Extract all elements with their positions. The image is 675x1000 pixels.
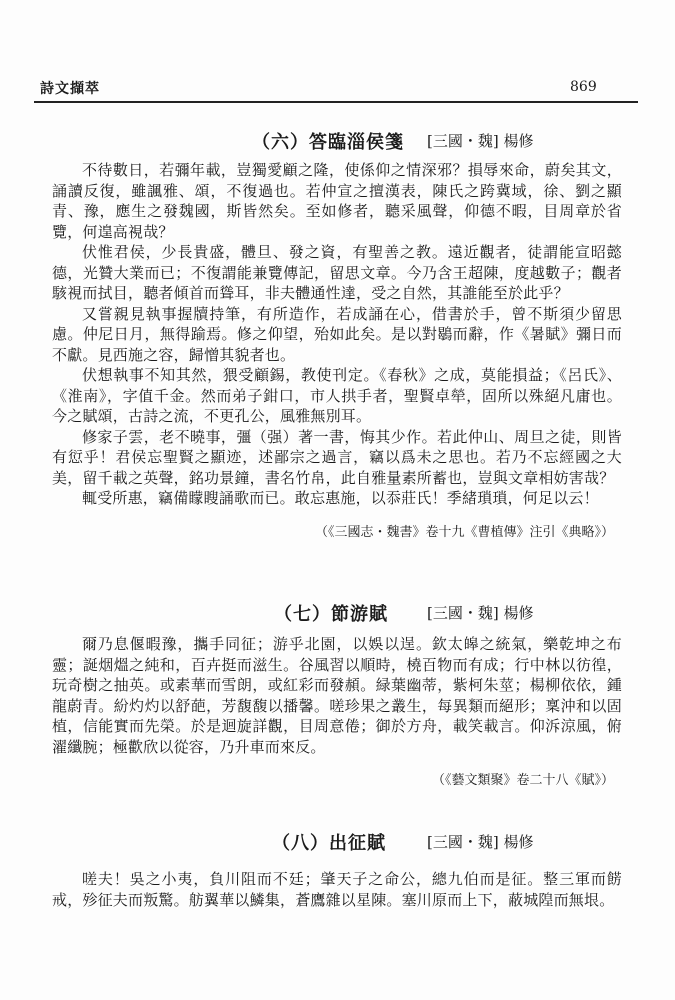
source-citation: （《三國志・魏書》卷十九《曹植傳》注引《典略》） (314, 524, 614, 540)
source-citation: （《藝文類聚》卷二十八《賦》） (431, 773, 614, 788)
section-8 (52, 829, 622, 910)
section-author: [三國・魏] 楊修 (427, 833, 534, 851)
running-head-title: 詩文擷萃 (40, 81, 100, 97)
section-author: [三國・魏] 楊修 (427, 132, 534, 150)
paragraph: 又嘗親見執事握牘持筆，有所造作，若成誦在心，借書於手，曾不斯須少留思慮。仲尼日月，無得踰焉。修之仰望，殆如此矣。是以對鶡而辭，作《暑賦》彌日而不獻。見西施之容，歸憎其貌者也。 (52, 304, 622, 364)
paragraph: 修家子雲，老不曉事，彊（强）著一書，悔其少作。若此仲山、周旦之徒，則皆有愆乎！君侯忘聖賢之顯迹，述鄙宗之過言，竊以爲未之思也。若乃不忘經國之大美，留千載之英聲，銘功景鐘，書名竹帛，此自雅量素所蓄也，豈與文章相妨害哉？ (52, 427, 622, 487)
paragraph: 不待數日，若彌年載，豈獨愛顧之隆，使係仰之情深邪？損辱來命，蔚矣其文，誦讀反復，雖諷雅、頌，不復過也。若仲宣之擅漢表，陳氏之跨冀域，徐、劉之顯青、豫，應生之發魏國，斯皆然矣。至如修者，聽采風聲，仰德不暇，目周章於省覽，何遑高視哉？ (52, 161, 622, 241)
section-author: [三國・魏] 楊修 (427, 604, 534, 622)
paragraph: 輒受所惠，竊備矇瞍誦歌而已。敢忘惠施，以忝莊氏！季緒瑣瑣，何足以云！ (82, 489, 599, 507)
section-heading (52, 829, 622, 855)
paragraph: 伏惟君侯，少長貴盛，體旦、發之資，有聖善之教。遠近觀者，徒謂能宣昭懿德，光贊大業而已；不復謂能兼覽傳記，留思文章。今乃含王超陳，度越數子；觀者駭視而拭目，聽者傾首而聳耳，非夫體通性達，受之自然，其誰能至於此乎？ (52, 243, 622, 302)
header-rule (34, 101, 638, 103)
section-title: （七）節游賦 (274, 604, 388, 625)
paragraph: 爾乃息偃暇豫，攜手同征；游乎北園，以娛以逞。欽太皞之統氣，樂乾坤之布靈；誕烟熅之純和，百卉挺而滋生。谷風習以順時，橈百物而有成；行中林以彷徨，玩奇樹之抽英。或素華而雪朗，或紅彩而發頳。緑葉幽蒂，紫柯朱莖；楊柳依依，鍾龍蔚青。紛灼灼以舒葩，芳馥馥以播馨。嗟珍果之叢生，每異類而絕形；稟沖和以固植，信能實而先榮。於是迴旋詳觀，目周意倦；御於方舟，載笑載言。仰泝涼風，俯濯纖腕；極歡欣以從容，乃升車而來反。 (52, 635, 622, 756)
paragraph: 嗟夫！吳之小夷，負川阻而不廷；肇天子之命公，總九伯而是征。整三軍而餝戒，殄征夫而叛驚。舫翼華以鱗集，蒼鷹雜以星陳。塞川原而上下，蔽城隍而無垠。 (52, 870, 622, 909)
section-title: （八）出征賦 (272, 833, 386, 854)
section-title: （六）答臨淄侯箋 (252, 132, 404, 153)
section-heading (52, 128, 622, 154)
page-number: 869 (570, 79, 597, 95)
section-6 (52, 128, 622, 540)
section-heading (52, 600, 622, 626)
section-7 (52, 600, 622, 788)
paragraph: 伏想執事不知其然，猥受顧錫，教使刊定。《春秋》之成，莫能損益；《呂氏》、《淮南》，字值千金。然而弟子鉗口，市人拱手者，聖賢卓犖，固所以殊絕凡庸也。今之賦頌，古詩之流，不更孔公，風雅無別耳。 (52, 366, 622, 425)
